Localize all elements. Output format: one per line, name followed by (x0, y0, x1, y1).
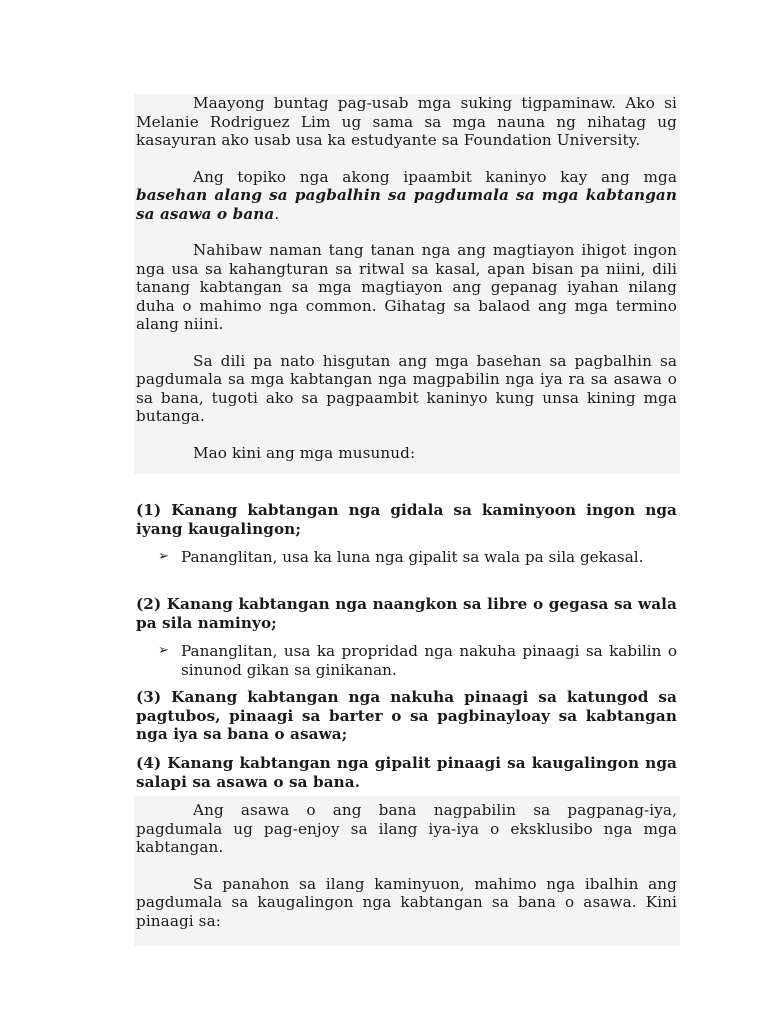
paragraph-transfer: Sa panahon sa ilang kaminyuon, mahimo nga ibalhin ang pagdumala sa kaugalingon nga kabtangan sa bana o asawa. Kini pinaagi sa: (136, 874, 677, 930)
example-2-text: Pananglitan, usa ka propridad nga nakuha pinaagi sa kabilin o sinunod gikan sa ginikanan. (181, 642, 677, 679)
closing-section (136, 801, 677, 930)
arrow-bullet-icon: ➢ (158, 643, 169, 658)
topic-end-text: . (274, 204, 280, 223)
example-1-text: Pananglitan, usa ka luna nga gipalit sa wala pa sila gekasal. (181, 548, 644, 566)
topic-emphasis-text: basehan alang sa pagbalhin sa pagdumala sa mga kabtangan sa asawa o bana (136, 186, 677, 223)
list-item-1-title: (1) Kanang kabtangan nga gidala sa kaminyoon ingon nga iyang kaugalingon; (136, 501, 677, 538)
paragraph-before-discussion: Sa dili pa nato hisgutan ang mga basehan sa pagbalhin sa pagdumala sa mga kabtangan nga magpabilin nga iya ra sa asawa o sa bana, tugoti ako sa pagpaambit kaninyo kung unsa kining mga butanga. (136, 351, 677, 425)
paragraph-topic (136, 168, 677, 224)
paragraph-marriage-ties: Nahibaw naman tang tanan nga ang magtiayon ihigot ingon nga usa sa kahangturan sa ritwal sa kasal, apan bisan pa niini, dili tanang kabtangan sa mga magtiayon ang gepanag iyahan nilang duha o mahimo nga common. Gihatag sa balaod ang mga termino alang niini. (136, 241, 677, 333)
list-item-2-example (158, 642, 677, 679)
list-item-4-title: (4) Kanang kabtangan nga gipalit pinaagi sa kaugalingon nga salapi sa asawa o sa bana. (136, 754, 677, 791)
topic-lead-text: Ang topiko nga akong ipaambit kaninyo kay ang mga (193, 167, 677, 186)
list-item-3-title: (3) Kanang kabtangan nga nakuha pinaagi sa katungod sa pagtubos, pinaagi sa barter o sa pagbinayloay sa kabtangan nga iya sa bana o asawa; (136, 688, 677, 743)
paragraph-following: Mao kini ang mga musunud: (193, 443, 416, 462)
intro-section (136, 94, 677, 462)
list-item-2-title: (2) Kanang kabtangan nga naangkon sa libre o gegasa sa wala pa sila naminyo; (136, 595, 677, 632)
arrow-bullet-icon: ➢ (158, 549, 169, 564)
paragraph-greeting: Maayong buntag pag-usab mga suking tigpaminaw. Ako si Melanie Rodriguez Lim ug sama sa mga nauna ng nihatag ug kasayuran ako usab usa ka estudyante sa Foundation University. (136, 94, 677, 149)
paragraph-ownership: Ang asawa o ang bana nagpabilin sa pagpanag-iya, pagdumala ug pag-enjoy sa ilang iya-iya o eksklusibo nga mga kabtangan. (136, 801, 677, 856)
list-item-1-example (158, 548, 677, 567)
